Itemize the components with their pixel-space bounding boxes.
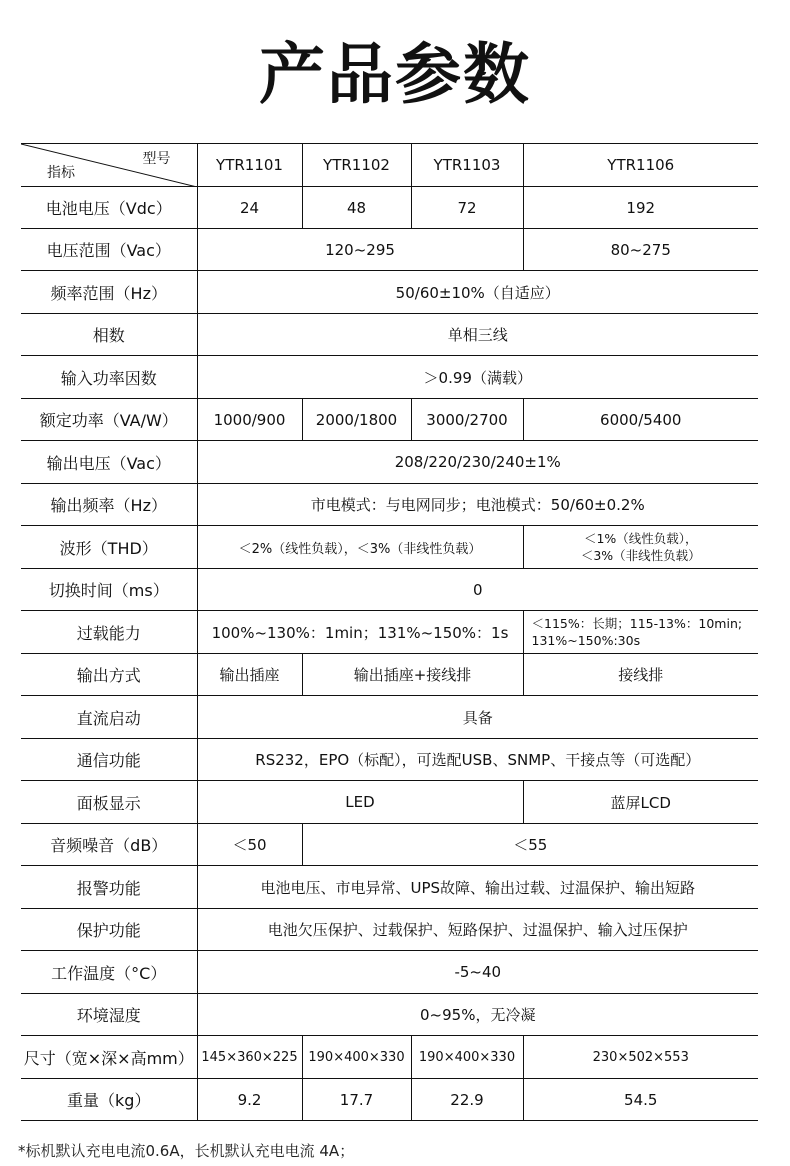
row-alarm (21, 866, 758, 909)
cell-value: 0 (197, 569, 758, 611)
cell-value: 24 (197, 187, 302, 229)
row-label: 电池电压（Vdc） (21, 187, 197, 229)
cell-value (523, 611, 758, 654)
row-humidity (21, 994, 758, 1036)
row-operating-temp (21, 951, 758, 994)
row-dimensions (21, 1036, 758, 1079)
row-phases (21, 314, 758, 356)
cell-value: 9.2 (197, 1079, 302, 1121)
row-label: 输出电压（Vac） (21, 441, 197, 484)
row-rated-power (21, 399, 758, 441)
row-communication (21, 739, 758, 781)
cell-value: 145×360×225 (197, 1036, 302, 1079)
row-label: 环境湿度 (21, 994, 197, 1036)
row-panel-display (21, 781, 758, 824)
cell-value: ＞0.99（满载） (197, 356, 758, 399)
cell-value: 17.7 (302, 1079, 411, 1121)
cell-value: ＜2%（线性负载），＜3%（非线性负载） (197, 526, 523, 569)
cell-value: 接线排 (523, 654, 758, 696)
row-input-power-factor (21, 356, 758, 399)
row-label: 输出方式 (21, 654, 197, 696)
cell-value: 蓝屏LCD (523, 781, 758, 824)
row-protection (21, 909, 758, 951)
cell-value: 输出插座 (197, 654, 302, 696)
cell-value: 50/60±10%（自适应） (197, 271, 758, 314)
cell-value: 3000/2700 (411, 399, 523, 441)
cell-value: RS232，EPO（标配），可选配USB、SNMP、干接点等（可选配） (197, 739, 758, 781)
cell-line: ＜115%：长期；115-13%：10min; (531, 616, 743, 631)
model-header-ytr1101: YTR1101 (197, 144, 302, 187)
row-overload (21, 611, 758, 654)
cell-line: ＜1%（线性负载）， (583, 531, 698, 546)
cell-value: 190×400×330 (302, 1036, 411, 1079)
cell-value: LED (197, 781, 523, 824)
row-label: 电压范围（Vac） (21, 229, 197, 271)
row-label: 尺寸（宽×深×高mm） (21, 1036, 197, 1079)
row-output-voltage (21, 441, 758, 484)
row-label: 相数 (21, 314, 197, 356)
cell-value: 电池电压、市电异常、UPS故障、输出过载、过温保护、输出短路 (197, 866, 758, 909)
cell-line: ＜3%（非线性负载） (580, 548, 701, 563)
cell-value: -5~40 (197, 951, 758, 994)
cell-value: 市电模式：与电网同步；电池模式：50/60±0.2% (197, 484, 758, 526)
spec-table (21, 143, 758, 1121)
header-corner-cell (21, 144, 197, 187)
model-header-ytr1102: YTR1102 (302, 144, 411, 187)
cell-value: 输出插座+接线排 (302, 654, 523, 696)
row-switch-time (21, 569, 758, 611)
row-label: 波形（THD） (21, 526, 197, 569)
row-label: 重量（kg） (21, 1079, 197, 1121)
row-battery-voltage (21, 187, 758, 229)
cell-value: 单相三线 (197, 314, 758, 356)
row-label: 切换时间（ms） (21, 569, 197, 611)
row-label: 额定功率（VA/W） (21, 399, 197, 441)
cell-value: 48 (302, 187, 411, 229)
footnote: *标机默认充电电流0.6A，长机默认充电电流 4A； (18, 1142, 355, 1160)
row-label: 输入功率因数 (21, 356, 197, 399)
row-label: 工作温度（°C） (21, 951, 197, 994)
cell-value: 0~95%，无冷凝 (197, 994, 758, 1036)
row-output-frequency (21, 484, 758, 526)
row-weight (21, 1079, 758, 1121)
cell-value: 192 (523, 187, 758, 229)
corner-indicator-label: 指标 (47, 165, 75, 181)
cell-value: 190×400×330 (411, 1036, 523, 1079)
cell-value: 72 (411, 187, 523, 229)
row-output-mode (21, 654, 758, 696)
cell-value: ＜55 (302, 824, 758, 866)
cell-value: 2000/1800 (302, 399, 411, 441)
model-header-ytr1106: YTR1106 (523, 144, 758, 187)
corner-model-label: 型号 (142, 151, 171, 167)
model-header-ytr1103: YTR1103 (411, 144, 523, 187)
cell-value: ＜50 (197, 824, 302, 866)
row-label: 直流启动 (21, 696, 197, 739)
cell-value: 电池欠压保护、过载保护、短路保护、过温保护、输入过压保护 (197, 909, 758, 951)
row-waveform (21, 526, 758, 569)
row-label: 保护功能 (21, 909, 197, 951)
row-voltage-range (21, 229, 758, 271)
cell-value: 具备 (197, 696, 758, 739)
row-label: 频率范围（Hz） (21, 271, 197, 314)
cell-value: 100%~130%：1min；131%~150%：1s (197, 611, 523, 654)
cell-value: 54.5 (523, 1079, 758, 1121)
row-frequency-range (21, 271, 758, 314)
row-dc-start (21, 696, 758, 739)
cell-value: 120~295 (197, 229, 523, 271)
row-label: 音频噪音（dB） (21, 824, 197, 866)
row-label: 通信功能 (21, 739, 197, 781)
page-title: 产品参数 (259, 36, 531, 113)
cell-value: 80~275 (523, 229, 758, 271)
cell-value: 6000/5400 (523, 399, 758, 441)
cell-value: 208/220/230/240±1% (197, 441, 758, 484)
cell-value: 22.9 (411, 1079, 523, 1121)
row-label: 输出频率（Hz） (21, 484, 197, 526)
row-label: 报警功能 (21, 866, 197, 909)
table-header-row (21, 144, 758, 187)
row-label: 过载能力 (21, 611, 197, 654)
row-label: 面板显示 (21, 781, 197, 824)
cell-value: 1000/900 (197, 399, 302, 441)
cell-value: 230×502×553 (523, 1036, 758, 1079)
cell-line: 131%~150%:30s (531, 633, 641, 648)
row-noise (21, 824, 758, 866)
cell-value (523, 526, 758, 569)
